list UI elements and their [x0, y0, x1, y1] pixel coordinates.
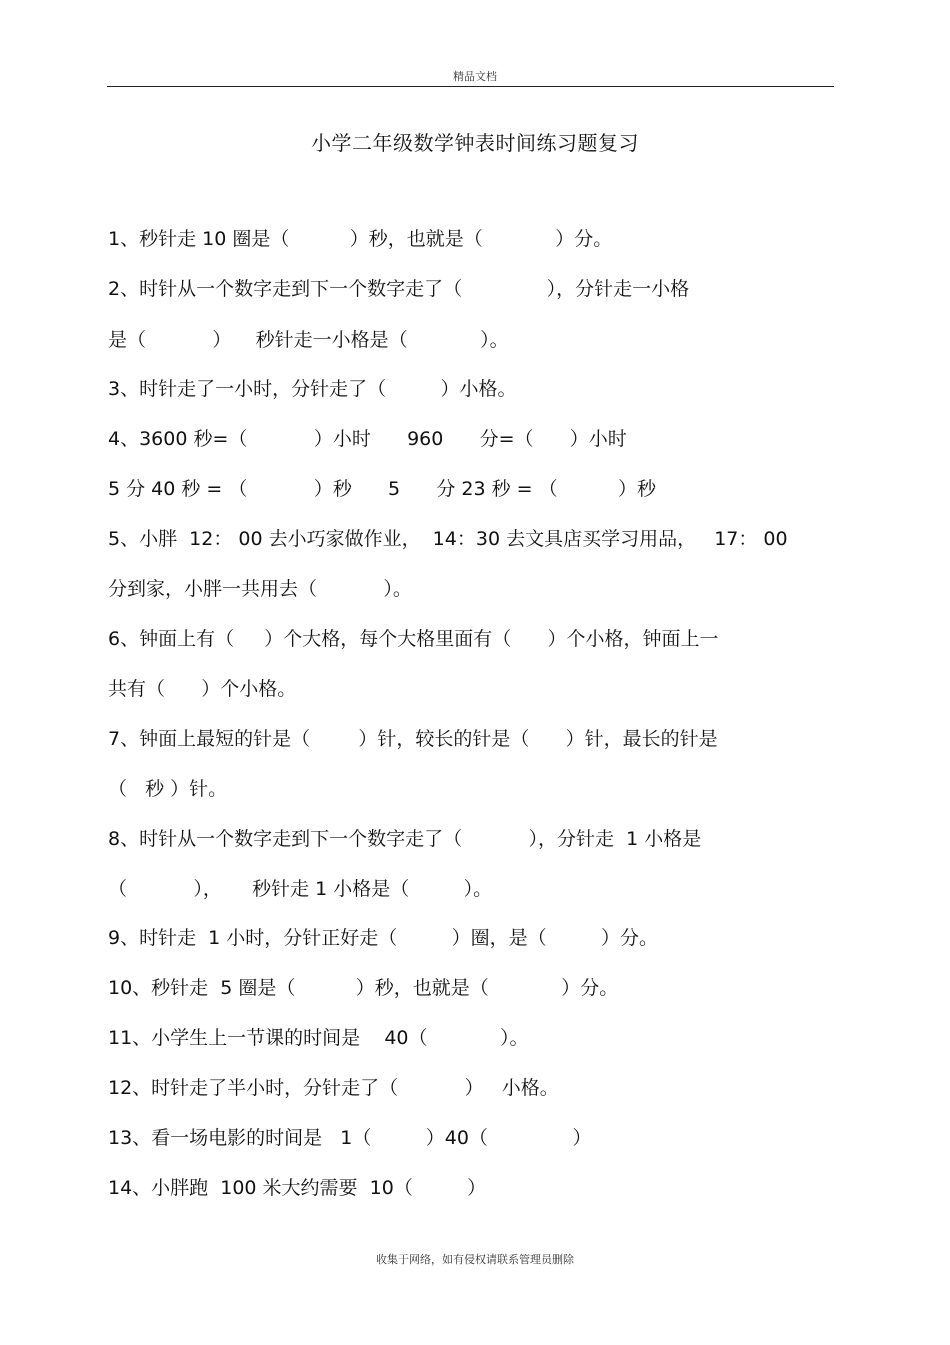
question-line: 8、时针从一个数字走到下一个数字走了（ ），分针走 1 小格是	[108, 828, 702, 850]
header-divider	[107, 86, 834, 87]
question-line: 分到家，小胖一共用去（ ）。	[108, 578, 412, 600]
question-line: 1、秒针走 10 圈是（ ）秒，也就是（ ）分。	[108, 228, 613, 250]
question-line: 6、钟面上有（ ）个大格，每个大格里面有（ ）个小格，钟面上一	[108, 628, 719, 650]
page-header-label: 精品文档	[453, 70, 497, 83]
question-line: （ ）， 秒针走 1 小格是（ ）。	[108, 878, 493, 900]
question-line: 11、小学生上一节课的时间是 40（ ）。	[108, 1027, 529, 1049]
question-line: 5 分 40 秒 = （ ）秒 5 分 23 秒 = （ ）秒	[108, 478, 657, 500]
page-footer-label: 收集于网络，如有侵权请联系管理员删除	[376, 1253, 574, 1266]
question-line: 4、3600 秒=（ ）小时 960 分=（ ）小时	[108, 428, 627, 450]
question-line: 10、秒针走 5 圈是（ ）秒，也就是（ ）分。	[108, 977, 619, 999]
question-line: 5、小胖 12： 00 去小巧家做作业， 14：30 去文具店买学习用品， 17： 00	[108, 528, 788, 550]
question-line: 是（ ） 秒针走一小格是（ ）。	[108, 329, 509, 351]
question-line: 7、钟面上最短的针是（ ）针，较长的针是（ ）针，最长的针是	[108, 728, 718, 750]
question-line: 13、看一场电影的时间是 1（ ）40（ ）	[108, 1127, 592, 1149]
question-line: 3、时针走了一小时，分针走了（ ）小格。	[108, 378, 517, 400]
question-line: （ 秒 ）针。	[108, 778, 228, 800]
question-line: 14、小胖跑 100 米大约需要 10（ ）	[108, 1177, 487, 1199]
question-line: 12、时针走了半小时，分针走了（ ） 小格。	[108, 1077, 559, 1099]
question-line: 共有（ ）个小格。	[108, 678, 297, 700]
question-line: 2、时针从一个数字走到下一个数字走了（ ），分针走一小格	[108, 278, 690, 300]
page-title: 小学二年级数学钟表时间练习题复习	[311, 131, 639, 155]
question-line: 9、时针走 1 小时，分针正好走（ ）圈，是（ ）分。	[108, 927, 659, 949]
